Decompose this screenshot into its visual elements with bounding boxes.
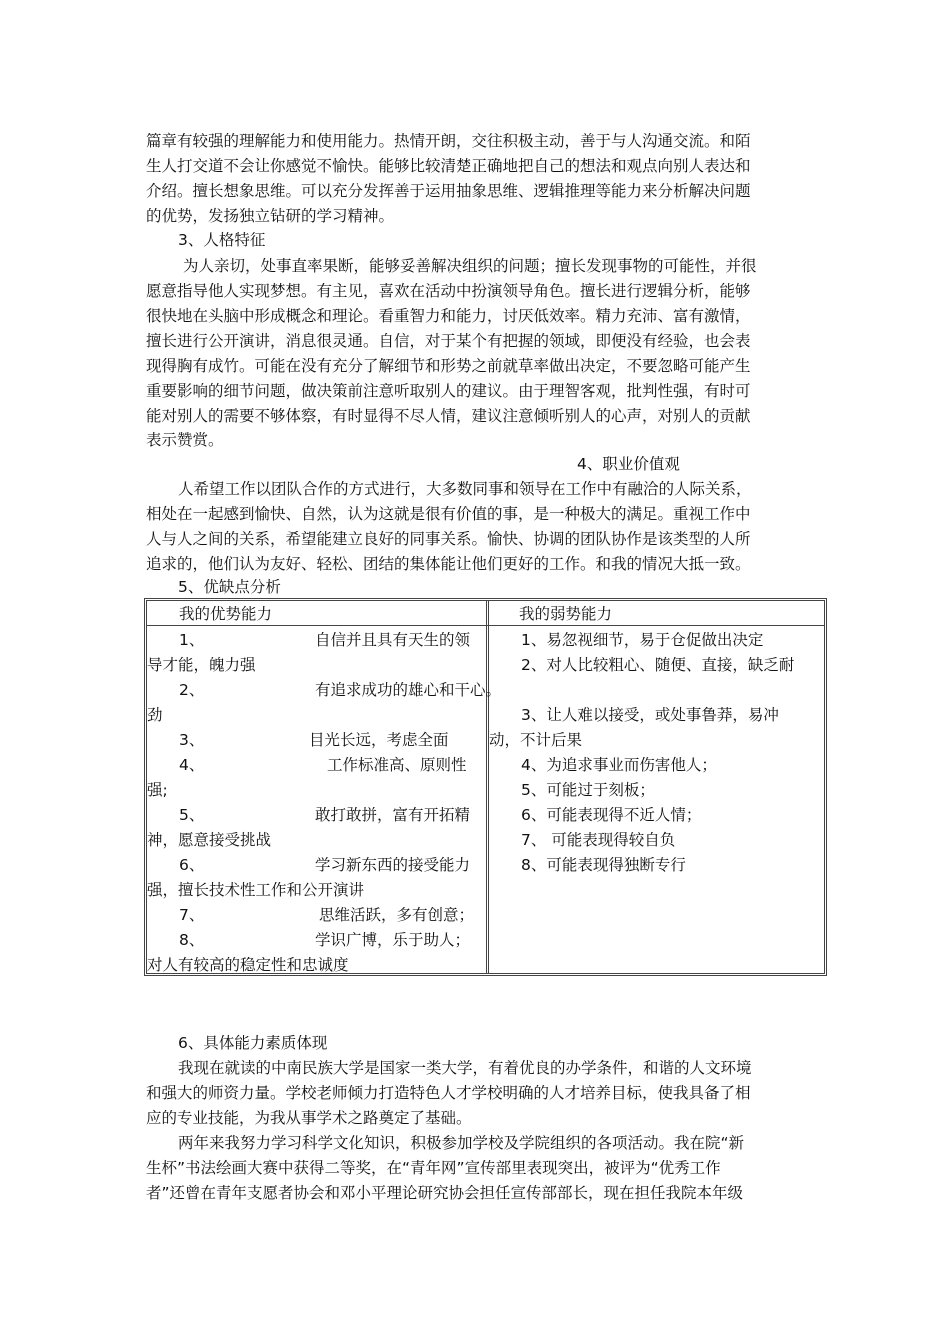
strength-text: 劲 (147, 706, 163, 724)
strength-text: 强; (147, 781, 168, 799)
paragraph-line: 重要影响的细节问题，做决策前注意听取别人的建议。由于理智客观，批判性强，有时可 (146, 382, 751, 400)
strength-text: 对人有较高的稳定性和忠诚度 (147, 956, 349, 974)
strength-number: 1、 (179, 631, 205, 649)
strength-text: 学习新东西的接受能力 (315, 856, 471, 874)
strength-text: 自信并且具有天生的领 (315, 631, 471, 649)
strength-number: 5、 (179, 806, 205, 824)
section-heading-personality: 3、人格特征 (178, 231, 266, 249)
weakness-item: 1、易忽视细节，易于仓促做出决定 (521, 631, 764, 649)
paragraph-line: 我现在就读的中南民族大学是国家一类大学，有着优良的办学条件，和谐的人文环境 (178, 1059, 752, 1077)
paragraph-line: 篇章有较强的理解能力和使用能力。热情开朗，交往积极主动，善于与人沟通交流。和陌 (146, 132, 751, 150)
paragraph-line: 人与人之间的关系，希望能建立良好的同事关系。愉快、协调的团队协作是该类型的人所 (146, 530, 751, 548)
paragraph-line: 和强大的师资力量。学校老师倾力打造特色人才学校明确的人才培养目标，使我具备了相 (146, 1084, 751, 1102)
paragraph-line: 人希望工作以团队合作的方式进行，大多数同事和领导在工作中有融洽的人际关系， (178, 480, 752, 498)
strength-text: 目光长远，考虑全面 (309, 731, 449, 749)
column-divider (486, 601, 489, 973)
paragraph-line: 能对别人的需要不够体察，有时显得不尽人情，建议注意倾听别人的心声，对别人的贡献 (146, 407, 751, 425)
strength-number: 2、 (179, 681, 205, 699)
weakness-item: 7、 可能表现得较自负 (521, 831, 676, 849)
paragraph-line: 生人打交道不会让你感觉不愉快。能够比较清楚正确地把自己的想法和观点向别人表达和 (146, 157, 751, 175)
paragraph-line: 的优势，发扬独立钻研的学习精神。 (146, 207, 395, 225)
header-strengths: 我的优势能力 (179, 605, 273, 623)
strength-text: 敢打敢拼，富有开拓精 (315, 806, 471, 824)
paragraph-line: 追求的，他们认为友好、轻松、团结的集体能让他们更好的工作。和我的情况大抵一致。 (146, 555, 751, 573)
strength-text: 强，擅长技术性工作和公开演讲 (147, 881, 365, 899)
paragraph-line: 介绍。擅长想象思维。可以充分发挥善于运用抽象思维、逻辑推理等能力来分析解决问题 (146, 182, 751, 200)
strength-number: 3、 (179, 731, 205, 749)
weakness-item: 5、可能过于刻板； (521, 781, 655, 799)
weakness-item: 3、让人难以接受，或处事鲁莽，易冲 (521, 706, 779, 724)
weakness-item: 动，不计后果 (489, 731, 583, 749)
strength-number: 6、 (179, 856, 205, 874)
paragraph-line: 者”还曾在青年支愿者协会和邓小平理论研究协会担任宣传部部长，现在担任我院本年级 (146, 1184, 744, 1202)
weakness-item: 4、为追求事业而伤害他人； (521, 756, 717, 774)
paragraph-line: 现得胸有成竹。可能在没有充分了解细节和形势之前就草率做出决定，不要忽略可能产生 (146, 357, 751, 375)
weakness-item: 6、可能表现得不近人情； (521, 806, 702, 824)
section-heading-swot: 5、优缺点分析 (178, 578, 281, 596)
strength-text: 神，愿意接受挑战 (147, 831, 272, 849)
weakness-item: 8、可能表现得独断专行 (521, 856, 686, 874)
strength-number: 7、 (179, 906, 205, 924)
paragraph-line: 两年来我努力学习科学文化知识，积极参加学校及学院组织的各项活动。我在院“新 (178, 1134, 745, 1152)
paragraph-line: 愿意指导他人实现梦想。有主见，喜欢在活动中扮演领导角色。擅长进行逻辑分析，能够 (146, 282, 751, 300)
strength-text: 工作标准高、原则性 (327, 756, 467, 774)
paragraph-line: 应的专业技能，为我从事学术之路奠定了基础。 (146, 1109, 472, 1127)
section-heading-career-values: 4、职业价值观 (577, 455, 680, 473)
strengths-weaknesses-table (144, 598, 827, 976)
strength-number: 4、 (179, 756, 205, 774)
header-weaknesses: 我的弱势能力 (519, 605, 613, 623)
strength-number: 8、 (179, 931, 205, 949)
weakness-item: 2、对人比较粗心、随便、直接，缺乏耐 (521, 656, 795, 674)
paragraph-line: 擅长进行公开演讲，消息很灵通。自信，对于某个有把握的领域，即便没有经验，也会表 (146, 332, 751, 350)
strength-text: 学识广博，乐于助人； (315, 931, 471, 949)
strength-text: 有追求成功的雄心和干心。 (315, 681, 502, 699)
paragraph-line: 相处在一起感到愉快、自然，认为这就是很有价值的事，是一种极大的满足。重视工作中 (146, 505, 751, 523)
strength-text: 思维活跃，多有创意； (319, 906, 475, 924)
section-heading-abilities: 6、具体能力素质体现 (178, 1034, 328, 1052)
paragraph-line: 表示赞赏。 (146, 431, 224, 449)
strength-text: 导才能，魄力强 (147, 656, 256, 674)
paragraph-line: 生杯”书法绘画大赛中获得二等奖，在“青年网”宣传部里表现突出，被评为“优秀工作 (146, 1159, 721, 1177)
paragraph-line: 为人亲切，处事直率果断，能够妥善解决组织的问题；擅长发现事物的可能性，并很 (183, 257, 757, 275)
paragraph-line: 很快地在头脑中形成概念和理论。看重智力和能力，讨厌低效率。精力充沛、富有激情， (146, 307, 751, 325)
